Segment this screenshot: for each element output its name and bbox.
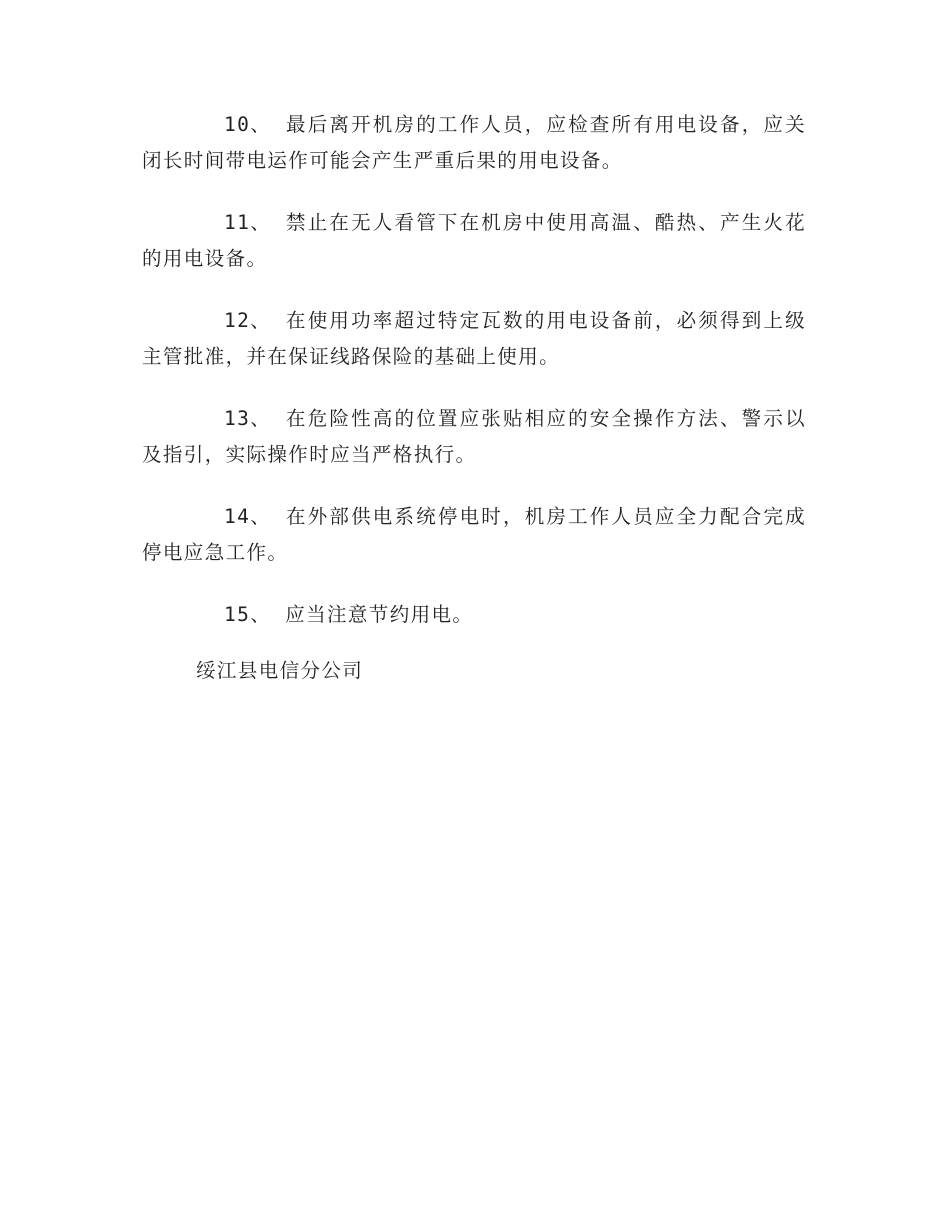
item-number: 12、 [224,309,272,332]
document-body [142,107,806,689]
list-item [142,401,806,473]
item-number: 11、 [224,211,272,234]
item-text: 应当注意节约用电。 [285,603,474,626]
item-number: 15、 [224,603,272,626]
item-number: 13、 [224,407,272,430]
signature: 绥江县电信分公司 [196,659,364,682]
item-text: 禁止在无人看管下在机房中使用高温、酷热、产生火花的用电设备。 [142,211,806,270]
item-text: 在危险性高的位置应张贴相应的安全操作方法、警示以及指引，实际操作时应当严格执行。 [142,407,806,466]
list-item [142,499,806,571]
list-item [142,205,806,277]
list-item [142,107,806,179]
item-text: 最后离开机房的工作人员，应检查所有用电设备，应关闭长时间带电运作可能会产生严重后果的用电设备。 [142,113,806,172]
item-text: 在外部供电系统停电时，机房工作人员应全力配合完成停电应急工作。 [142,505,806,564]
item-number: 14、 [224,505,272,528]
item-number: 10、 [224,113,272,136]
list-item [142,303,806,375]
item-text: 在使用功率超过特定瓦数的用电设备前，必须得到上级主管批准，并在保证线路保险的基础上使用。 [142,309,806,368]
list-item [142,597,806,633]
